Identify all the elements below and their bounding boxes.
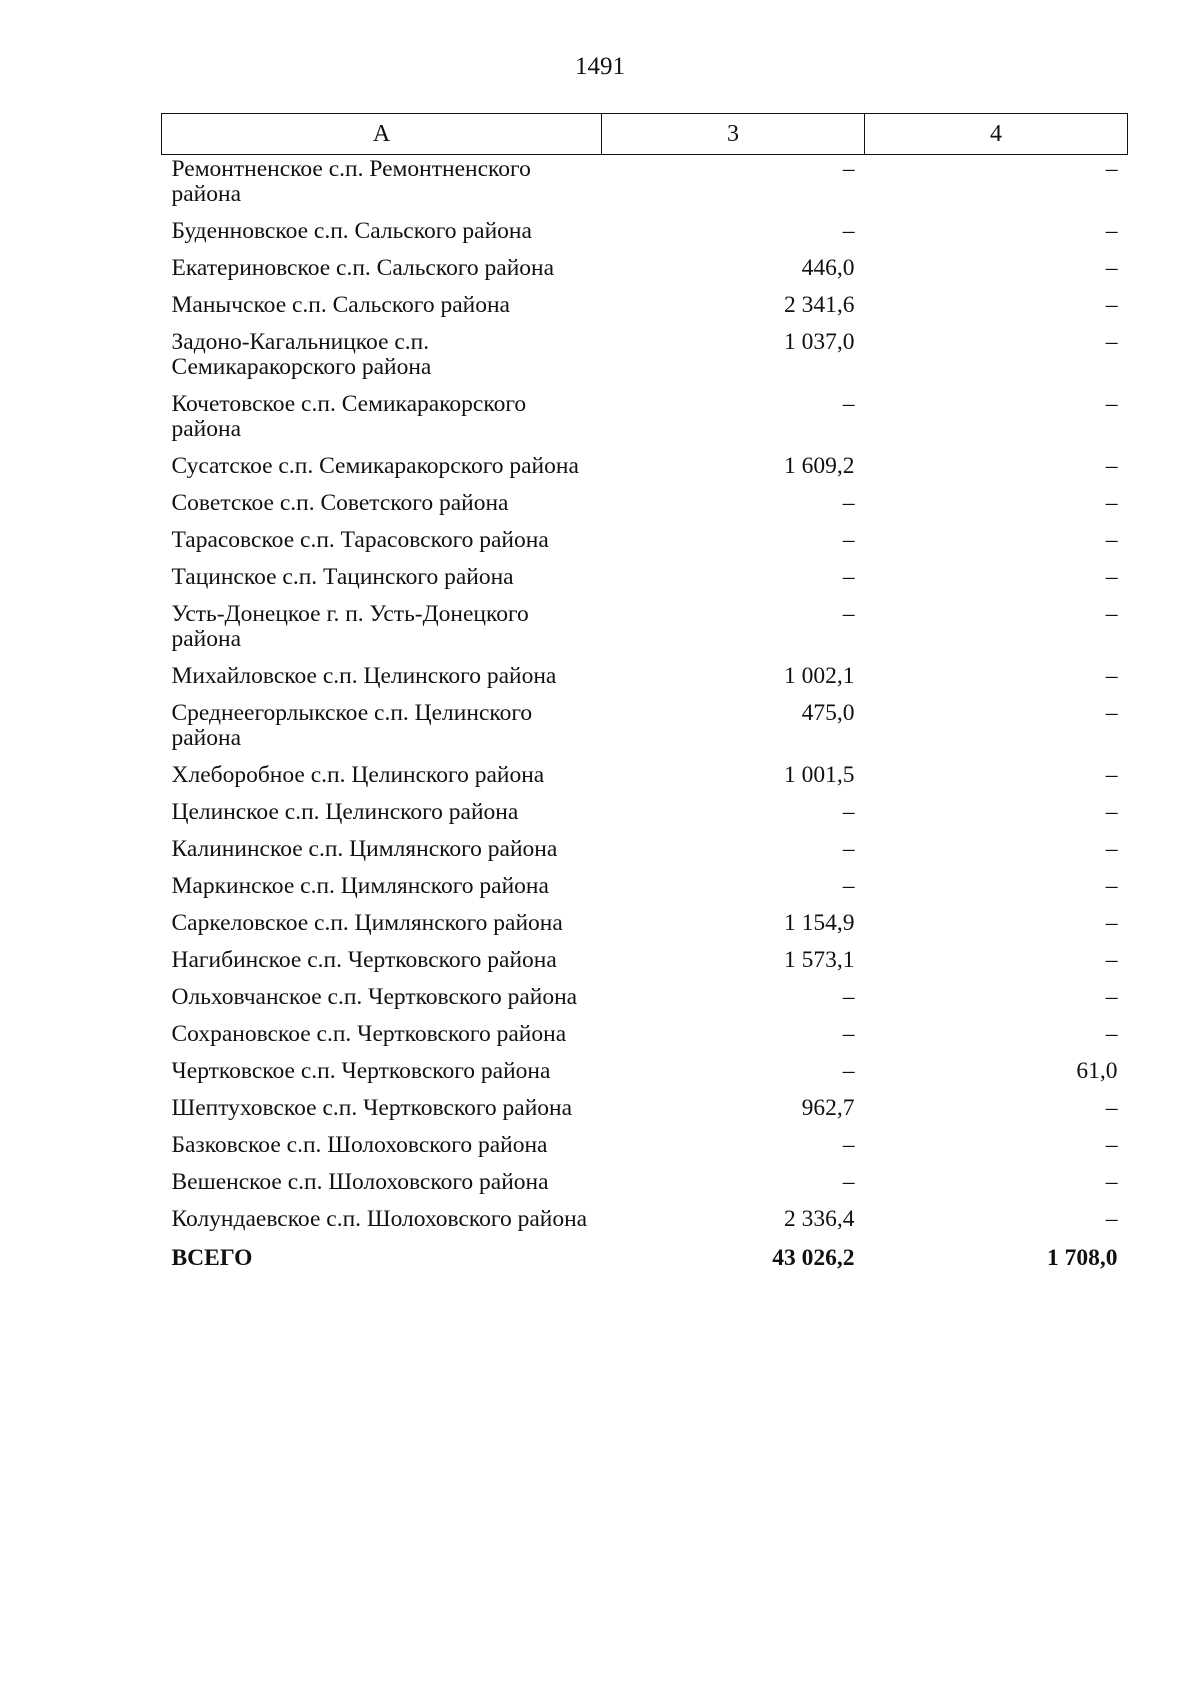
row-name-cell: Михайловское с.п. Целинского района	[171, 663, 557, 689]
table-row	[162, 450, 1128, 487]
table-row	[162, 1018, 1128, 1055]
row-col4-cell: –	[1105, 218, 1118, 244]
row-name-cell: Шептуховское с.п. Чертковского района	[171, 1095, 573, 1121]
row-col4-cell: –	[1105, 564, 1118, 590]
row-col3-cell: 1 037,0	[784, 329, 855, 355]
table-row	[162, 660, 1128, 697]
row-col3-cell: 446,0	[801, 255, 855, 281]
table-row	[162, 833, 1128, 870]
row-name-cell: Кочетовское с.п. Семикаракорского района	[171, 391, 527, 442]
row-col4-cell: –	[1105, 1095, 1118, 1121]
row-col4-cell: –	[1105, 255, 1118, 281]
row-col3-cell: –	[842, 799, 855, 825]
row-name-cell: Екатериновское с.п. Сальского района	[171, 255, 555, 281]
table-row	[162, 598, 1128, 660]
row-name-cell: Маркинское с.п. Цимлянского района	[171, 873, 549, 899]
row-name-cell: Тарасовское с.п. Тарасовского района	[171, 527, 549, 553]
row-col3-cell: –	[842, 836, 855, 862]
row-name-cell: Ольховчанское с.п. Чертковского района	[171, 984, 578, 1010]
row-name-cell: Вешенское с.п. Шолоховского района	[171, 1169, 549, 1195]
table-row	[162, 1092, 1128, 1129]
row-col3-cell: –	[842, 490, 855, 516]
header-cell-3: 3	[602, 114, 865, 155]
row-name-cell: Задоно-Кагальницкое с.п. Семикаракорского района	[171, 329, 432, 380]
row-name-cell: Сохрановское с.п. Чертковского района	[171, 1021, 567, 1047]
table-row	[162, 1055, 1128, 1092]
row-name-cell: Целинское с.п. Целинского района	[171, 799, 519, 825]
row-col4-cell: –	[1105, 762, 1118, 788]
row-col4-cell: –	[1105, 1132, 1118, 1158]
table-row	[162, 326, 1128, 388]
row-name-cell: Калининское с.п. Цимлянского района	[171, 836, 558, 862]
row-col4-cell: –	[1105, 663, 1118, 689]
row-name-cell: Сусатское с.п. Семикаракорского района	[171, 453, 579, 479]
row-name-cell: Тацинское с.п. Тацинского района	[171, 564, 514, 590]
row-col3-cell: –	[842, 156, 855, 182]
row-col4-cell: –	[1105, 836, 1118, 862]
table-row	[162, 870, 1128, 907]
row-col3-cell: 2 336,4	[784, 1206, 855, 1232]
row-col4-cell: –	[1105, 329, 1118, 355]
table-row	[162, 1166, 1128, 1203]
row-col3-cell: –	[842, 1132, 855, 1158]
header-cell-a: А	[162, 114, 602, 155]
row-col3-cell: –	[842, 218, 855, 244]
row-name-cell: Буденновское с.п. Сальского района	[171, 218, 532, 244]
table-row	[162, 981, 1128, 1018]
row-col4-cell: –	[1105, 453, 1118, 479]
row-col3-cell: 475,0	[801, 700, 855, 726]
table-row	[162, 289, 1128, 326]
row-col3-cell: 1 154,9	[784, 910, 855, 936]
row-col4-cell: –	[1105, 156, 1118, 182]
row-name-cell: Саркеловское с.п. Цимлянского района	[171, 910, 563, 936]
row-name-cell: Ремонтненское с.п. Ремонтненского района	[171, 156, 531, 207]
row-col4-cell: 61,0	[1076, 1058, 1118, 1084]
row-col3-cell: 962,7	[801, 1095, 855, 1121]
row-col3-cell: –	[842, 391, 855, 417]
row-col4-cell: –	[1105, 700, 1118, 726]
row-col4-cell: –	[1105, 910, 1118, 936]
row-col4-cell: –	[1105, 292, 1118, 318]
table-header	[162, 114, 1128, 155]
table-row	[162, 487, 1128, 524]
total-row	[162, 1240, 1128, 1279]
table-row	[162, 1129, 1128, 1166]
row-col4-cell: –	[1105, 1169, 1118, 1195]
row-name-cell: Манычское с.п. Сальского района	[171, 292, 510, 318]
header-row	[162, 114, 1128, 155]
row-col3-cell: –	[842, 527, 855, 553]
total-col4-cell: 1 708,0	[1047, 1245, 1118, 1271]
table-row	[162, 1203, 1128, 1240]
row-col3-cell: 1 609,2	[784, 453, 855, 479]
row-col4-cell: –	[1105, 490, 1118, 516]
table-row	[162, 561, 1128, 598]
row-name-cell: Чертковское с.п. Чертковского района	[171, 1058, 551, 1084]
table-row	[162, 215, 1128, 252]
row-col3-cell: –	[842, 601, 855, 627]
table-row	[162, 907, 1128, 944]
table-row	[162, 252, 1128, 289]
row-col3-cell: 1 001,5	[784, 762, 855, 788]
row-col4-cell: –	[1105, 947, 1118, 973]
row-name-cell: Хлеборобное с.п. Целинского района	[171, 762, 545, 788]
total-name-cell: ВСЕГО	[171, 1245, 253, 1271]
table-body	[162, 155, 1128, 1280]
row-col4-cell: –	[1105, 984, 1118, 1010]
row-col4-cell: –	[1105, 1021, 1118, 1047]
row-col3-cell: –	[842, 1021, 855, 1047]
row-col3-cell: –	[842, 564, 855, 590]
row-name-cell: Среднеегорлыкское с.п. Целинского района	[171, 700, 533, 751]
row-col3-cell: 1 573,1	[784, 947, 855, 973]
row-col3-cell: –	[842, 1058, 855, 1084]
table-row	[162, 524, 1128, 561]
data-table	[161, 113, 1128, 1279]
table-row	[162, 697, 1128, 759]
row-col4-cell: –	[1105, 873, 1118, 899]
row-name-cell: Базковское с.п. Шолоховского района	[171, 1132, 548, 1158]
row-col3-cell: –	[842, 873, 855, 899]
table-row	[162, 388, 1128, 450]
table-row	[162, 759, 1128, 796]
row-col3-cell: 1 002,1	[784, 663, 855, 689]
row-col4-cell: –	[1105, 527, 1118, 553]
row-col4-cell: –	[1105, 1206, 1118, 1232]
header-cell-4: 4	[865, 114, 1128, 155]
table-row	[162, 944, 1128, 981]
row-name-cell: Советское с.п. Советского района	[171, 490, 509, 516]
row-col4-cell: –	[1105, 391, 1118, 417]
row-name-cell: Нагибинское с.п. Чертковского района	[171, 947, 557, 973]
row-name-cell: Усть-Донецкое г. п. Усть-Донецкого района	[171, 601, 529, 652]
table-row	[162, 155, 1128, 216]
table-row	[162, 796, 1128, 833]
row-col4-cell: –	[1105, 799, 1118, 825]
total-col3-cell: 43 026,2	[772, 1245, 855, 1271]
row-col3-cell: –	[842, 984, 855, 1010]
row-col3-cell: 2 341,6	[784, 292, 855, 318]
row-col4-cell: –	[1105, 601, 1118, 627]
row-name-cell: Колундаевское с.п. Шолоховского района	[171, 1206, 588, 1232]
row-col3-cell: –	[842, 1169, 855, 1195]
page-number: 1491	[575, 53, 625, 80]
